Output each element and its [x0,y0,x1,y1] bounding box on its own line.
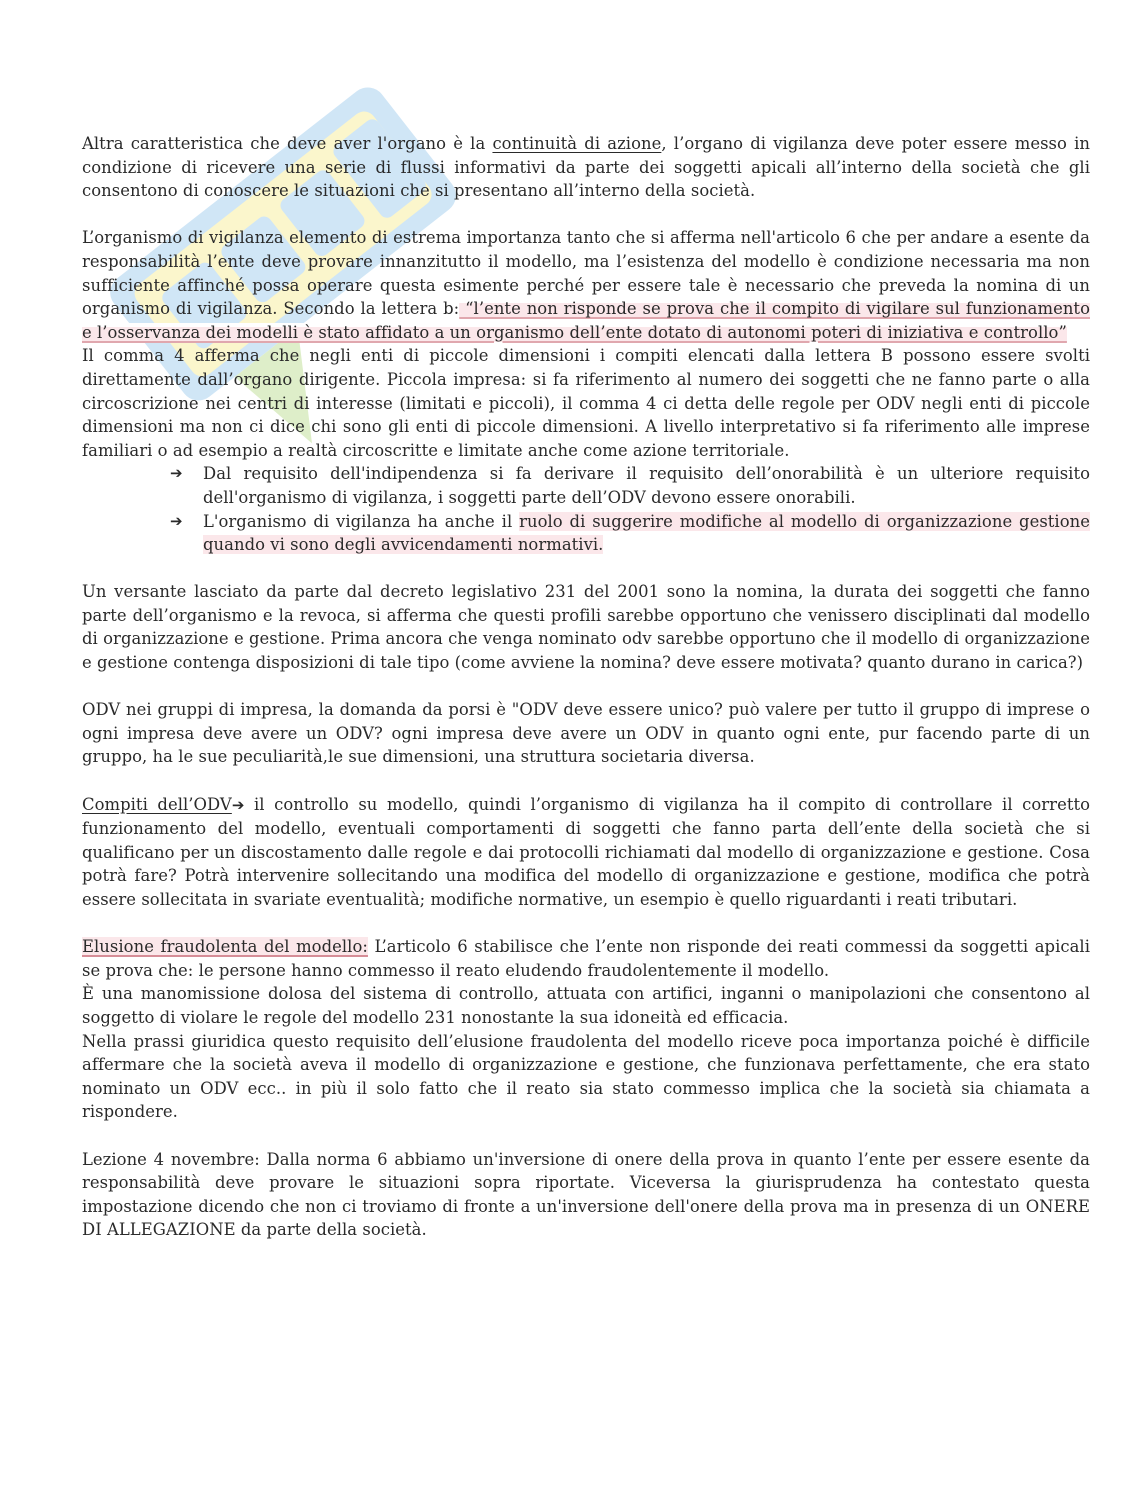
paragraph-continuita [82,132,1090,203]
bullet-item-onorabilita [170,462,1090,509]
text-segment: il controllo su modello, quindi l’organismo di vigilanza ha il compito di controllare il corretto funzionamento del modello, eventuali comportamenti di soggetti che fanno parta dell’ente della società che si qualificano per un discostamento dalle regole e dai protocolli richiamati dal modello di organizzazione e gestione. Cosa potrà fare? Potrà intervenire sollecitando una modifica del modello di organizzazione e gestione, modifica che potrà essere sollecitata in svariate eventualità; modifiche normative, un esempio è quello riguardanti i reati tributari. [82,794,1091,909]
paragraph-gruppi-impresa: ODV nei gruppi di impresa, la domanda da porsi è "ODV deve essere unico? può valere per tutto il gruppo di imprese o ogni impresa deve avere un ODV? ogni impresa deve avere un ODV in quanto ogni ente, pur facendo parte di un gruppo, ha le sue peculiarità,le sue dimensioni, una struttura societaria diversa. [82,700,1090,767]
bullet-item-modifiche [170,510,1090,557]
text-segment: , l’organo di vigilanza deve poter essere messo in condizione di ricevere una serie di flussi informativi da parte dei soggetti apicali all’interno della società che gli consentono di conoscere le situazioni che si presentano all’interno della società. [82,134,1090,201]
arrow-icon: ➔ [231,795,245,814]
highlighted-quote: “l’ente non risponde se prova che il compito di vigilare sul funzionamento e l’osservanza dei modelli è stato affidato a un organismo dell’ente dotato di autonomi poteri di iniziativa e controllo” [82,299,1090,342]
text-segment: Altra caratteristica che deve aver l'organo è la [82,134,493,153]
text-segment: L’organismo di vigilanza elemento di estrema importanza tanto che si afferma nell'articolo 6 che per andare a esente da responsabilità l’ente deve provare innanzitutto il modello, ma l’esistenza del modello è condizione necessaria ma non sufficiente affinché possa operare questa esimente perché per essere tale è necessario che preveda la nomina di un organismo di vigilanza. Secondo la lettera b: [82,228,1090,319]
arrow-icon: ➔ [170,511,183,530]
text-segment: L’articolo 6 stabilisce che l’ente non risponde dei reati commessi da soggetti apicali se prova che: le persone hanno commesso il reato eludendo fraudolentemente il modello. [82,937,1090,980]
section-heading-highlighted: Elusione fraudolenta del modello: [82,937,368,957]
highlighted-text: ruolo di suggerire modifiche al modello di organizzazione gestione quando vi sono degli avvicendamenti normativi. [203,511,1090,555]
section-heading: Compiti dell’ODV [82,794,232,814]
paragraph-organismo [82,226,1090,344]
document-body [82,132,1090,1242]
bullet-text: L'organismo di vigilanza ha anche il [203,511,520,531]
bullet-text: Dal requisito dell'indipendenza si fa derivare il requisito dell’onorabilità è un ulteriore requisito dell'organismo di vigilanza, i soggetti parte dell’ODV devono essere onorabili. [203,464,1090,507]
paragraph-lezione: Lezione 4 novembre: Dalla norma 6 abbiamo un'inversione di onere della prova in quanto l’ente per essere esente da responsabilità deve provare le situazioni sopra riportate. Viceversa la giurisprudenza ha contestato questa impostazione dicendo che non ci troviamo di fronte a un'inversione dell'onere della prova ma in presenza di un ONERE DI ALLEGAZIONE da parte della società. [82,1149,1090,1240]
arrow-icon: ➔ [170,464,183,483]
paragraph-prassi: Nella prassi giuridica questo requisito dell’elusione fraudolenta del modello riceve poca importanza poiché è difficile affermare che la società aveva il modello di organizzazione e gestione, che funzionava perfettamente, che era stato nominato un ODV ecc.. in più il solo fatto che il reato sia stato commesso implica che la società sia chiamata a rispondere. [82,1031,1090,1122]
underlined-term: continuità di azione [492,134,662,153]
paragraph-comma-4: Il comma 4 afferma che negli enti di piccole dimensioni i compiti elencati dalla lettera B possono essere svolti direttamente dall’organo dirigente. Piccola impresa: si fa riferimento al numero dei soggetti che ne fanno parte o alla circoscrizione nei centri di interesse (limitati e piccoli), il comma 4 ci detta delle regole per ODV negli enti di piccole dimensioni ma non ci dice chi sono gli enti di piccole dimensioni. A livello interpretativo si fa riferimento alle imprese familiari o ad esempio a realtà circoscritte e limitate anche come azione territoriale. [82,346,1090,460]
bullet-list [82,462,1090,556]
paragraph-manomissione: È una manomissione dolosa del sistema di controllo, attuata con artifici, inganni o manipolazioni che consentono al soggetto di violare le regole del modello 231 nonostante la sua idoneità ed efficacia. [82,984,1090,1027]
paragraph-elusione [82,935,1090,982]
paragraph-compiti-odv [82,793,1090,912]
paragraph-nomina: Un versante lasciato da parte dal decreto legislativo 231 del 2001 sono la nomina, la durata dei soggetti che fanno parte dell’organismo e la revoca, si afferma che questi profili sarebbe opportuno che venissero disciplinati dal modello di organizzazione e gestione. Prima ancora che venga nominato odv sarebbe opportuno che il modello di organizzazione e gestione contenga disposizioni di tale tipo (come avviene la nomina? deve essere motivata? quanto durano in carica?) [82,582,1090,673]
